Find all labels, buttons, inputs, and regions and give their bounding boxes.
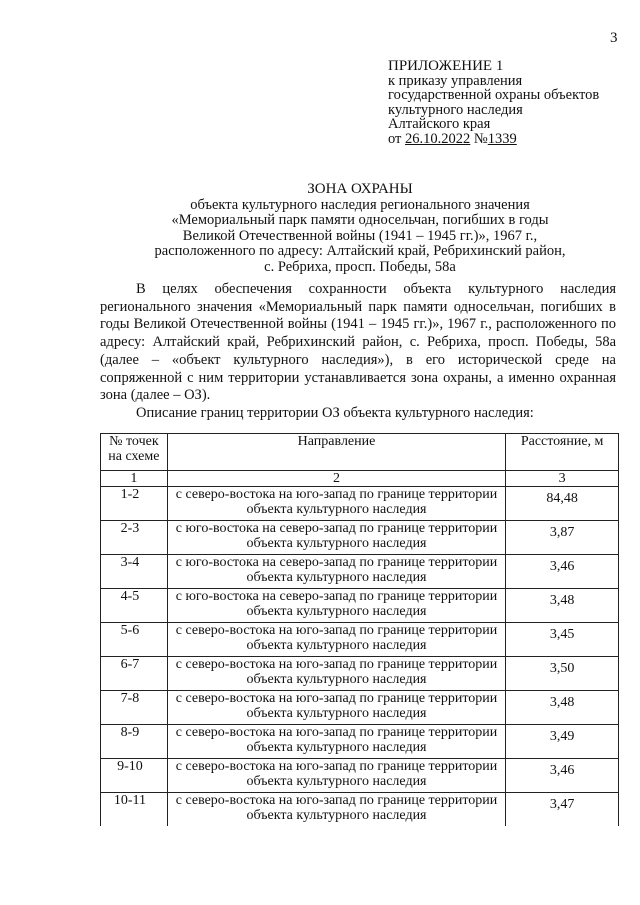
order-number: 1339	[487, 130, 517, 147]
title-line: объекта культурного наследия регионального значения	[190, 196, 530, 213]
date-prefix: от	[388, 130, 402, 147]
points-cell: 7-8	[101, 691, 168, 725]
distance-cell: 3,47	[506, 793, 619, 827]
direction-cell: с северо-востока на юго-запад по границе территории объекта культурного наследия	[167, 793, 505, 827]
title-line: с. Ребриха, просп. Победы, 58а	[264, 258, 456, 275]
direction-cell: с юго-востока на северо-запад по границе территории объекта культурного наследия	[167, 521, 505, 555]
paragraph-text: В целях обеспечения сохранности объекта культурного наследия регионального значения «Мемориальный парк памяти односельчан, погибших в годы Великой Отечественной войны (1941 – 1945 гг.)», 1967 г., расположенного по адресу: Алтайский край, Ребрихинский район, с. Ребриха, просп. Победы, 58а (далее – «объект культурного наследия»), в его исторической среде на сопряженной с ним территории устанавливается зона охраны, а именно охранная зона (далее – ОЗ).	[100, 281, 616, 404]
distance-cell: 3,46	[506, 759, 619, 793]
distance-cell: 3,49	[506, 725, 619, 759]
direction-cell: с северо-востока на юго-запад по границе территории объекта культурного наследия	[167, 623, 505, 657]
header-distance: Расстояние, м	[506, 434, 619, 471]
points-cell: 9-10	[101, 759, 168, 793]
distance-cell: 3,48	[506, 691, 619, 725]
distance-cell: 3,46	[506, 555, 619, 589]
boundary-table	[100, 433, 619, 826]
points-cell: 6-7	[101, 657, 168, 691]
page-number: 3	[610, 30, 618, 46]
direction-cell: с северо-востока на юго-запад по границе территории объекта культурного наследия	[167, 487, 505, 521]
numbering-cell: 2	[167, 471, 505, 487]
title-line: «Мемориальный парк памяти односельчан, погибших в годы	[171, 212, 549, 228]
appendix-heading: ПРИЛОЖЕНИЕ 1	[388, 58, 504, 74]
appendix-line: к приказу управления	[388, 72, 523, 89]
table-row	[101, 759, 619, 793]
header-direction: Направление	[167, 434, 505, 471]
direction-cell: с северо-востока на юго-запад по границе территории объекта культурного наследия	[167, 759, 505, 793]
appendix-line: культурного наследия	[388, 101, 523, 118]
table-numbering-row	[101, 471, 619, 487]
table-row	[101, 623, 619, 657]
numbering-cell: 3	[506, 471, 619, 487]
table-caption: Описание границ территории ОЗ объекта культурного наследия:	[136, 405, 534, 421]
distance-cell: 3,87	[506, 521, 619, 555]
direction-cell: с северо-востока на юго-запад по границе территории объекта культурного наследия	[167, 691, 505, 725]
points-cell: 3-4	[101, 555, 168, 589]
points-cell: 8-9	[101, 725, 168, 759]
title-line: Великой Отечественной войны (1941 – 1945 гг.)», 1967 г.,	[182, 227, 538, 244]
appendix-line: Алтайского края	[388, 116, 491, 132]
table-row	[101, 487, 619, 521]
title-zone: ЗОНА ОХРАНЫ	[307, 181, 413, 197]
points-cell: 2-3	[101, 521, 168, 555]
header-points: № точек на схеме	[101, 434, 168, 471]
table-row	[101, 521, 619, 555]
table-row	[101, 589, 619, 623]
appendix-block	[388, 59, 599, 146]
direction-cell: с северо-востока на юго-запад по границе территории объекта культурного наследия	[167, 657, 505, 691]
points-cell: 4-5	[101, 589, 168, 623]
table-row	[101, 793, 619, 827]
direction-cell: с юго-востока на северо-запад по границе территории объекта культурного наследия	[167, 589, 505, 623]
direction-cell: с юго-востока на северо-запад по границе территории объекта культурного наследия	[167, 555, 505, 589]
distance-cell: 3,50	[506, 657, 619, 691]
appendix-line: государственной охраны объектов	[388, 87, 600, 103]
order-date: 26.10.2022	[405, 130, 471, 147]
table-header-row	[101, 434, 619, 471]
number-prefix: №	[473, 130, 488, 147]
points-cell: 5-6	[101, 623, 168, 657]
points-cell: 1-2	[101, 487, 168, 521]
table-row	[101, 725, 619, 759]
document-title	[90, 182, 630, 275]
table-row	[101, 657, 619, 691]
direction-cell: с северо-востока на юго-запад по границе территории объекта культурного наследия	[167, 725, 505, 759]
distance-cell: 3,45	[506, 623, 619, 657]
table-row	[101, 555, 619, 589]
appendix-date-line	[388, 132, 599, 147]
distance-cell: 84,48	[506, 487, 619, 521]
title-line: расположенного по адресу: Алтайский край, Ребрихинский район,	[154, 243, 566, 259]
numbering-cell: 1	[101, 471, 168, 487]
table-row	[101, 691, 619, 725]
body-paragraph	[100, 281, 616, 405]
points-cell: 10-11	[101, 793, 168, 827]
distance-cell: 3,48	[506, 589, 619, 623]
